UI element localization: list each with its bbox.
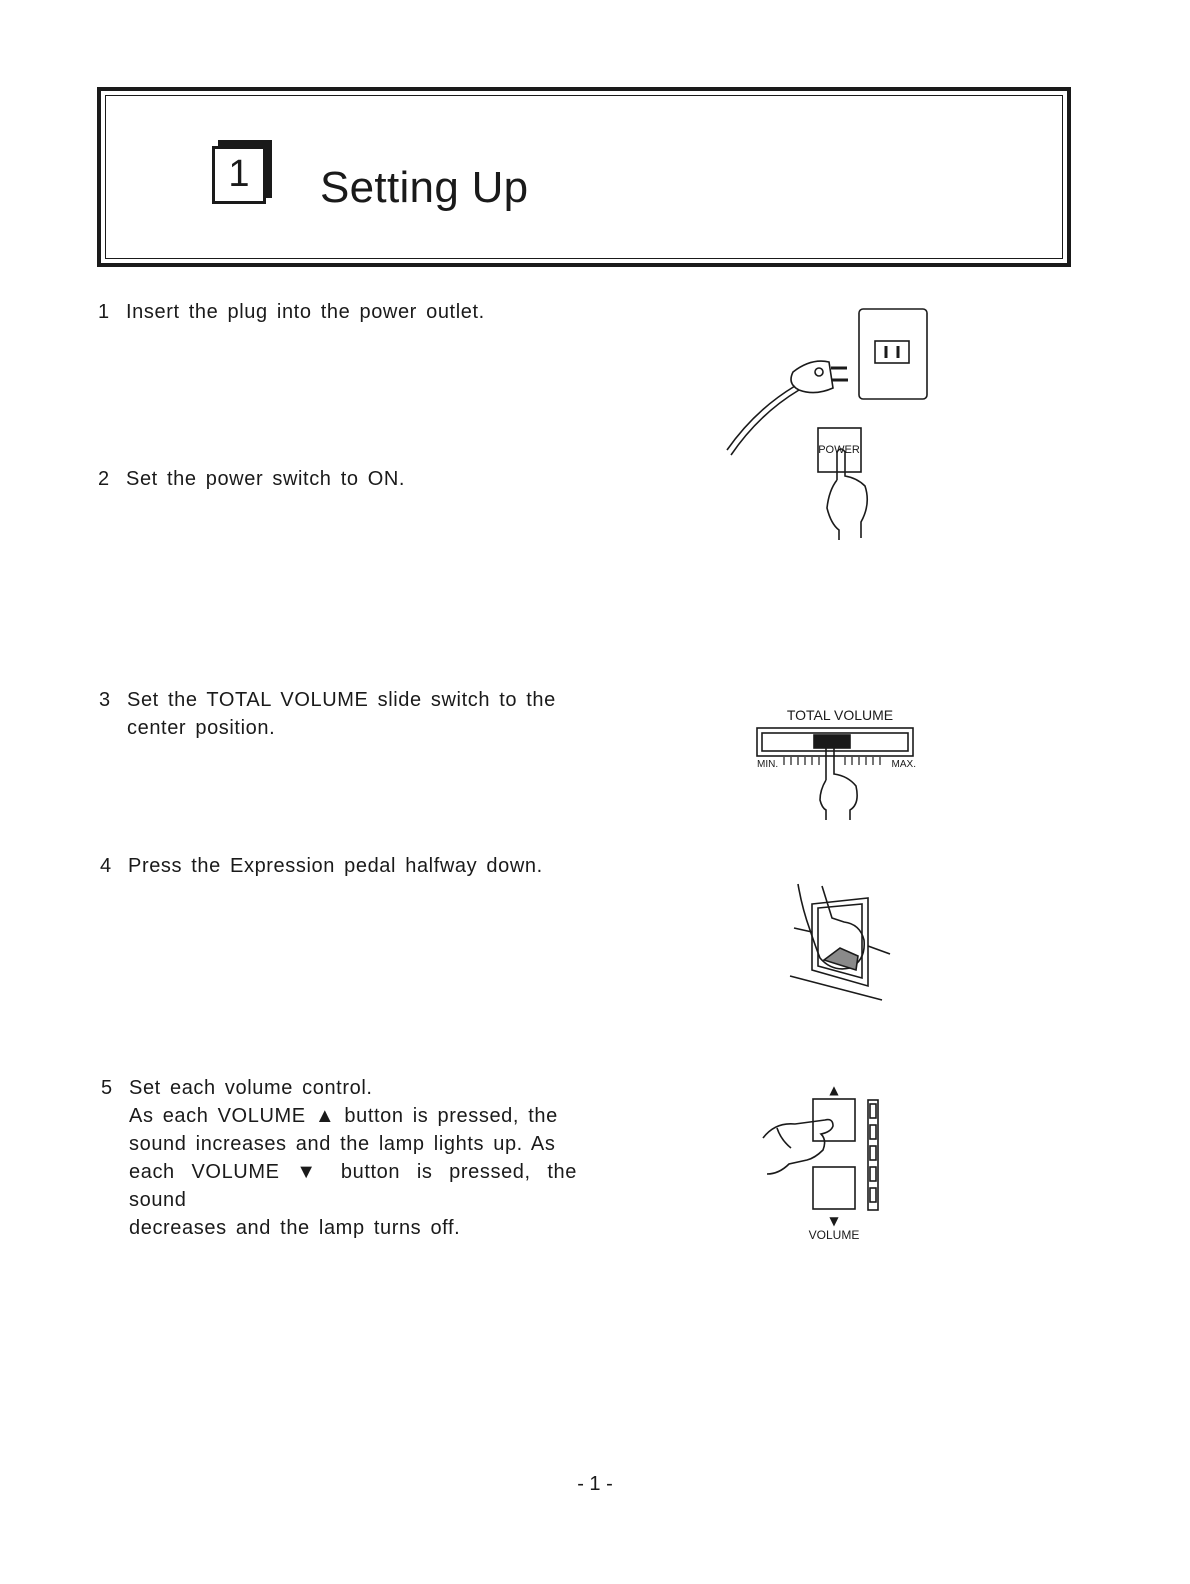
wall-outlet-icon	[859, 309, 927, 399]
step-number: 5	[101, 1077, 113, 1099]
step-number: 3	[99, 689, 111, 711]
lamp-indicator	[870, 1167, 876, 1181]
step-line: Insert the plug into the power outlet.	[126, 301, 485, 323]
step-text	[127, 686, 579, 742]
lamp-indicator	[870, 1146, 876, 1160]
volume-buttons-illustration	[755, 1078, 895, 1248]
volume-down-button	[813, 1167, 855, 1209]
step-line: Press the Expression pedal halfway down.	[128, 855, 543, 877]
power-plug-icon	[727, 361, 848, 455]
chapter-number-badge: 1	[212, 146, 266, 204]
step-number: 4	[100, 855, 112, 877]
step-number: 2	[98, 468, 110, 490]
pointing-hand-icon	[763, 1120, 833, 1174]
page-title: Setting Up	[320, 163, 529, 212]
step-line: Set the TOTAL VOLUME slide switch to the	[127, 689, 556, 711]
step-number: 1	[98, 301, 110, 323]
total-volume-title: TOTAL VOLUME	[786, 707, 894, 723]
step-line: Set each volume control.	[129, 1077, 373, 1099]
lamp-indicator	[870, 1188, 876, 1202]
power-button-label: POWER	[818, 444, 860, 456]
step-line: As each VOLUME ▲ button is pressed, the	[129, 1105, 558, 1127]
lamp-indicator	[870, 1104, 876, 1118]
expression-pedal-illustration	[780, 878, 895, 1006]
max-label: MAX.	[891, 759, 916, 770]
step-text	[128, 852, 580, 880]
step-line: Set the power switch to ON.	[126, 468, 406, 490]
step-text	[129, 1074, 577, 1242]
chapter-header	[97, 87, 1071, 267]
min-label: MIN.	[757, 759, 779, 770]
page-number: - 1 -	[577, 1473, 613, 1495]
total-volume-slider-illustration	[750, 700, 930, 825]
volume-label: VOLUME	[808, 1228, 860, 1242]
step-line: each VOLUME ▼ button is pressed, the sound	[129, 1161, 577, 1211]
step-line: decreases and the lamp turns off.	[129, 1217, 461, 1239]
lamp-indicator	[870, 1125, 876, 1139]
step-line: center position.	[127, 717, 276, 739]
volume-up-arrow-icon: ▲	[829, 1083, 839, 1097]
step-line: sound increases and the lamp lights up. As	[129, 1133, 556, 1155]
step-text	[126, 298, 578, 326]
volume-down-arrow-icon: ▼	[829, 1214, 839, 1228]
step-text	[126, 465, 578, 493]
plug-and-power-illustration	[715, 300, 945, 545]
